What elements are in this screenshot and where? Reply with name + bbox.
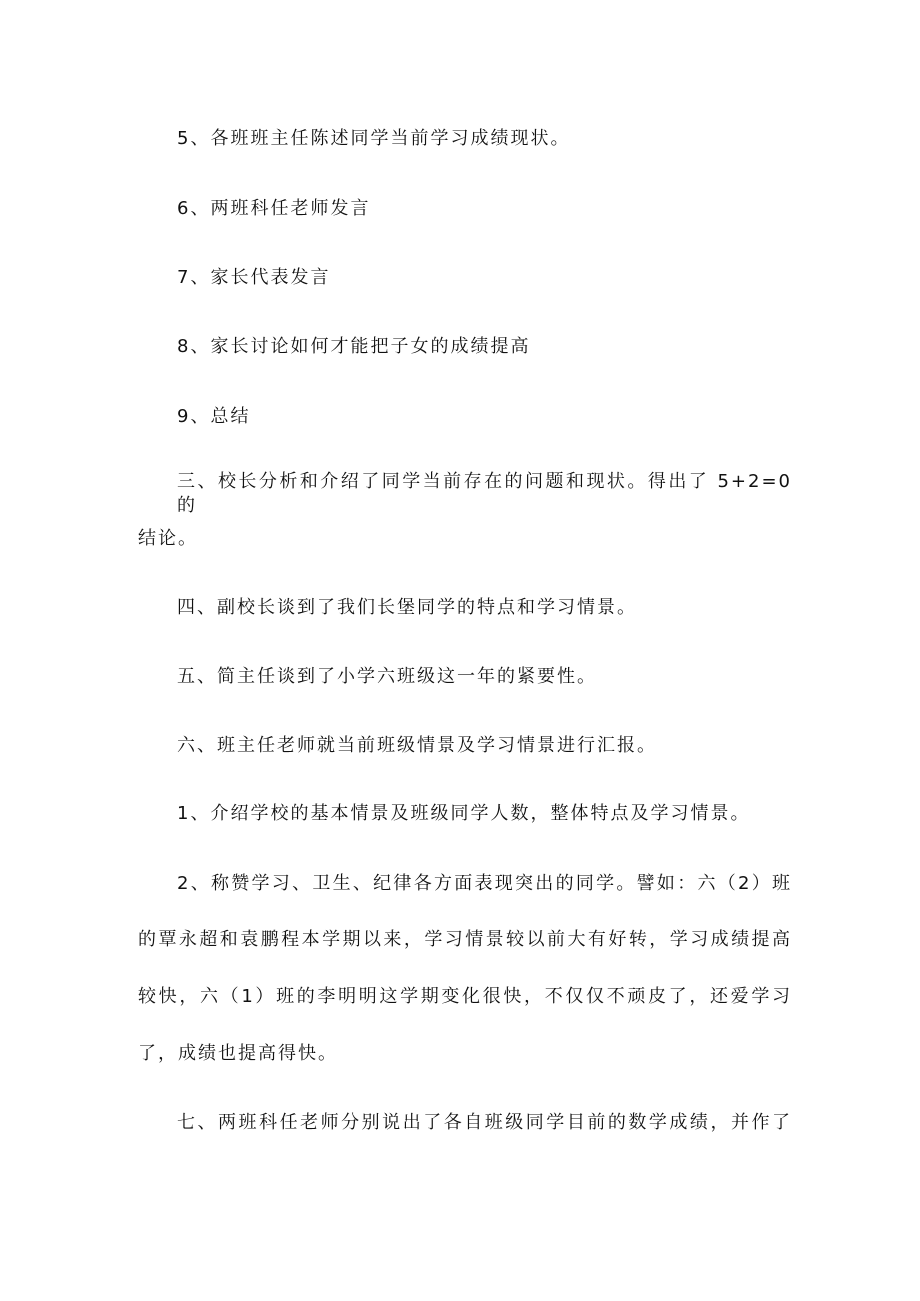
report-item-1: 1、介绍学校的基本情景及班级同学人数，整体特点及学习情景。 bbox=[177, 803, 751, 824]
agenda-item-7: 7、家长代表发言 bbox=[177, 267, 331, 288]
report-item-2-line-3: 较快，六（1）班的李明明这学期变化很快，不仅仅不顽皮了，还爱学习 bbox=[138, 986, 792, 1007]
section-7-line-1: 七、两班科任老师分别说出了各自班级同学目前的数学成绩，并作了 bbox=[177, 1112, 792, 1133]
section-6: 六、班主任老师就当前班级情景及学习情景进行汇报。 bbox=[177, 735, 657, 756]
section-4: 四、副校长谈到了我们长堡同学的特点和学习情景。 bbox=[177, 597, 637, 618]
section-3-line-2: 结论。 bbox=[138, 528, 198, 549]
agenda-item-5: 5、各班班主任陈述同学当前学习成绩现状。 bbox=[177, 128, 571, 149]
agenda-item-8: 8、家长讨论如何才能把子女的成绩提高 bbox=[177, 336, 531, 357]
agenda-item-6: 6、两班科任老师发言 bbox=[177, 198, 371, 219]
report-item-2-line-1: 2、称赞学习、卫生、纪律各方面表现突出的同学。譬如：六（2）班 bbox=[177, 873, 792, 894]
agenda-item-9: 9、总结 bbox=[177, 406, 251, 427]
section-5: 五、简主任谈到了小学六班级这一年的紧要性。 bbox=[177, 666, 597, 687]
report-item-2-line-4: 了，成绩也提高得快。 bbox=[138, 1043, 338, 1064]
section-3-line-1: 三、校长分析和介绍了同学当前存在的问题和现状。得出了 5+2=0 的 bbox=[177, 471, 792, 516]
report-item-2-line-2: 的覃永超和袁鹏程本学期以来，学习情景较以前大有好转，学习成绩提高 bbox=[138, 929, 792, 950]
